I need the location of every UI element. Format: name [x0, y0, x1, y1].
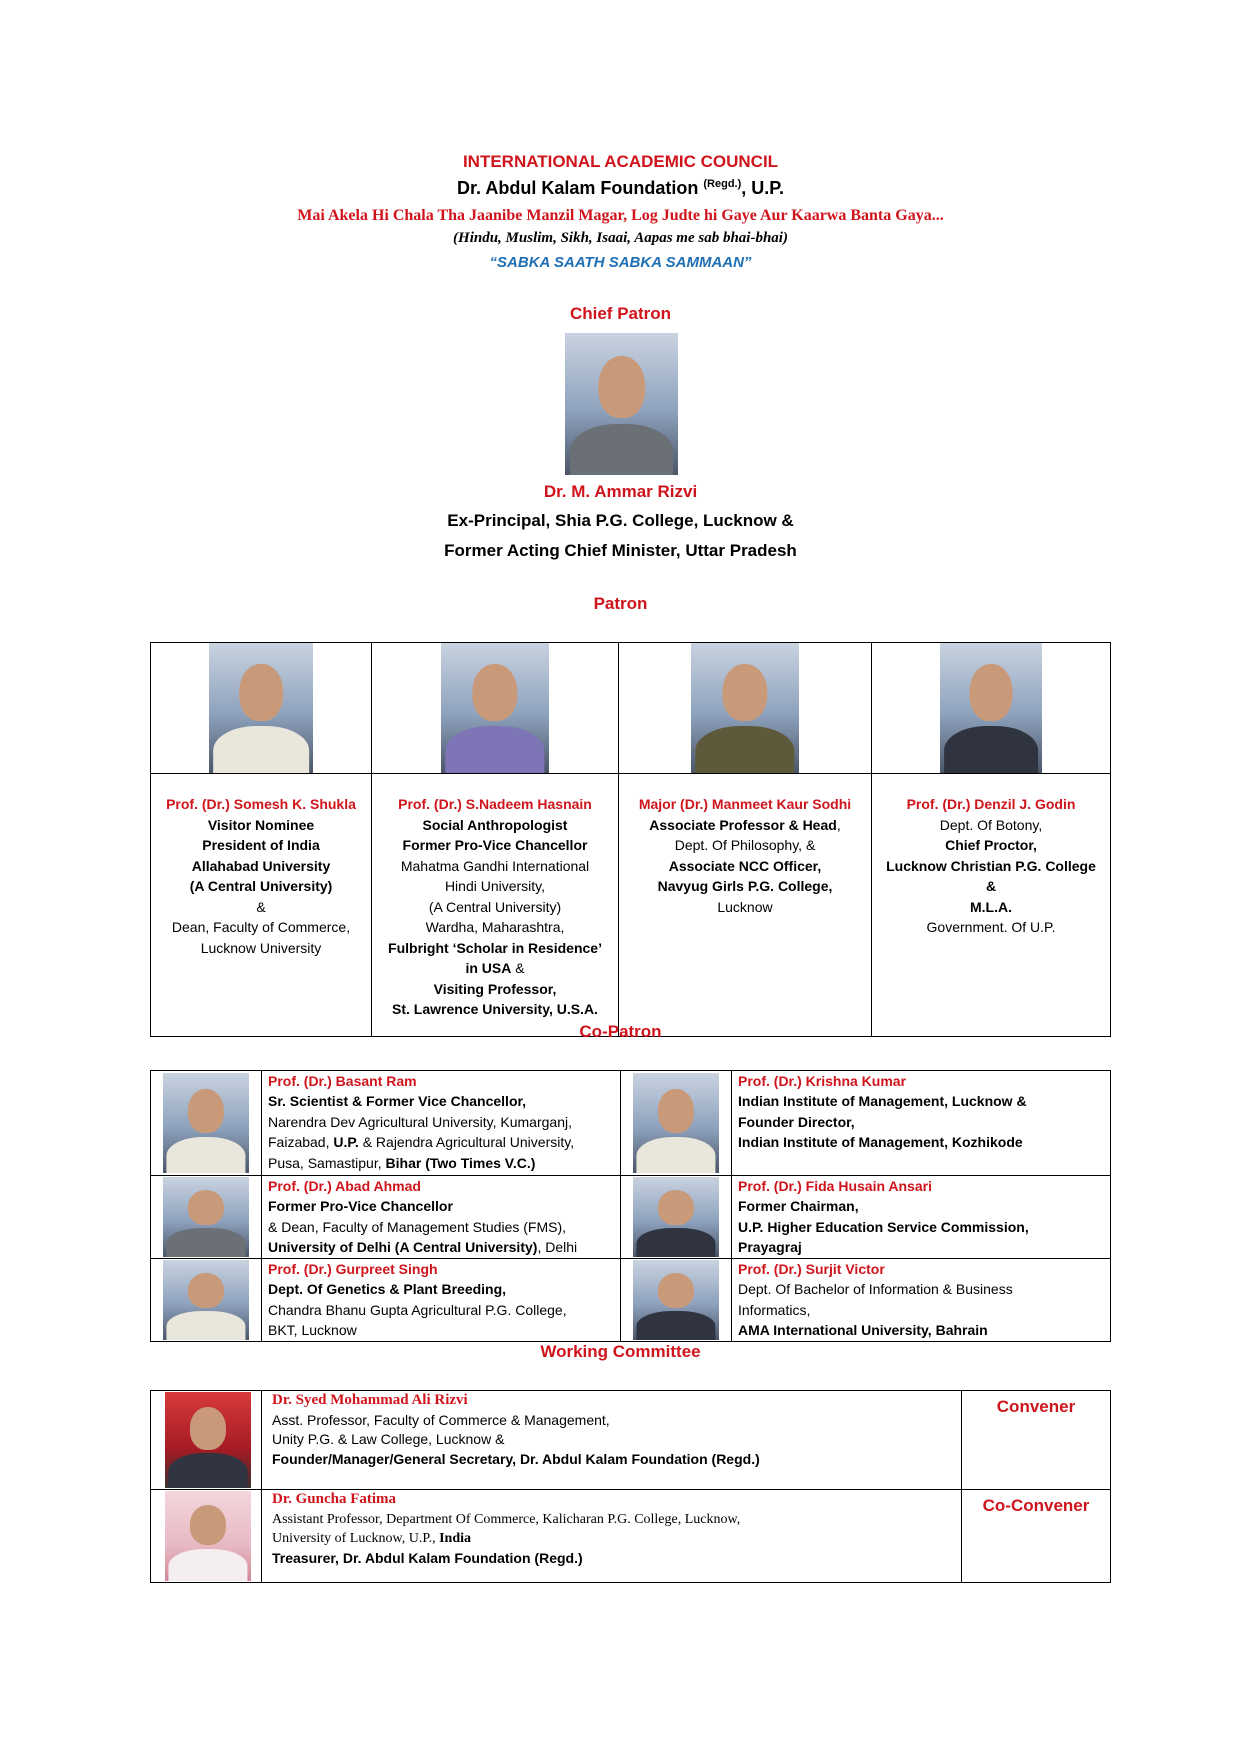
unity-subtitle: (Hindu, Muslim, Sikh, Isaai, Aapas me sab bhai-bhai): [453, 230, 788, 246]
patron-line: St. Lawrence University, U.S.A.: [392, 1001, 598, 1017]
chief-patron-heading: Chief Patron: [569, 304, 672, 323]
patron-details-1: [151, 774, 372, 1037]
co-patron-line: AMA International University, Bahrain: [738, 1322, 988, 1339]
wc-line-bold: India: [439, 1531, 471, 1546]
patron-heading: Patron: [593, 594, 648, 613]
wc-photo-cell: [151, 1391, 262, 1490]
patron-line: &: [256, 898, 266, 915]
co-patron-photo-cell: [151, 1071, 262, 1176]
patron-line-bold: Associate Professor & Head: [649, 816, 837, 833]
patron-table: [150, 642, 1111, 1037]
co-patron-line-text: Pusa, Samastipur,: [268, 1154, 386, 1171]
patron-line: [372, 958, 618, 979]
patron-photo-cell: [872, 643, 1111, 774]
motto: Mai Akela Hi Chala Tha Jaanibe Manzil Magar, Log Judte hi Gaye Aur Kaarwa Banta Gaya...: [297, 207, 944, 224]
patron-line: Chief Proctor,: [945, 837, 1037, 853]
wc-line: Assistant Professor, Department Of Commerce, Kalicharan P.G. College, Lucknow,: [272, 1511, 741, 1527]
co-patron-photo-4: [633, 1177, 719, 1257]
patron-line: Visiting Professor,: [433, 980, 557, 997]
foundation-location: , U.P.: [741, 178, 784, 198]
co-patron-name: Prof. (Dr.) Krishna Kumar: [738, 1073, 907, 1089]
co-patron-line: [268, 1132, 620, 1152]
patron-line: Lucknow University: [200, 939, 322, 956]
patron-line: (A Central University): [428, 898, 562, 915]
patron-line: (A Central University): [189, 878, 333, 894]
co-patron-photo-cell: [621, 1176, 732, 1259]
patron-line-tail: ,: [836, 816, 841, 833]
co-patron-line: Chandra Bhanu Gupta Agricultural P.G. College,: [268, 1301, 567, 1318]
co-patron-name: Prof. (Dr.) Fida Husain Ansari: [738, 1178, 932, 1194]
patron-line: President of India: [202, 837, 320, 853]
co-patron-details-4: [732, 1176, 1111, 1259]
wc-role-convener: Convener: [962, 1391, 1111, 1490]
co-patron-details-5: [262, 1259, 621, 1342]
patron-photo-cell: [619, 643, 872, 774]
working-committee-heading: Working Committee: [540, 1342, 701, 1361]
co-patron-line: [268, 1153, 620, 1173]
co-patron-table: [150, 1070, 1111, 1342]
co-patron-details-1: [262, 1071, 621, 1176]
chief-patron-photo: [565, 333, 678, 475]
co-patron-line: Dept. Of Bachelor of Information & Business: [738, 1281, 1013, 1298]
wc-member-name: Dr. Guncha Fatima: [272, 1491, 397, 1507]
patron-line: Dept. Of Philosophy, &: [674, 837, 816, 853]
chief-patron-line-1: Ex-Principal, Shia P.G. College, Lucknow &: [447, 511, 794, 530]
patron-line: Social Anthropologist: [422, 816, 568, 833]
co-patron-line-bold: Bihar (Two Times V.C.): [385, 1154, 536, 1171]
co-patron-line: Sr. Scientist & Former Vice Chancellor,: [268, 1093, 527, 1110]
co-patron-photo-1: [163, 1073, 249, 1173]
co-patron-name: Prof. (Dr.) Surjit Victor: [738, 1261, 885, 1277]
patron-line: Wardha, Maharashtra,: [425, 919, 565, 935]
wc-line: Founder/Manager/General Secretary, Dr. Abdul Kalam Foundation (Regd.): [272, 1450, 760, 1467]
co-patron-photo-cell: [151, 1176, 262, 1259]
patron-name: Prof. (Dr.) Denzil J. Godin: [906, 796, 1076, 812]
co-patron-line: Indian Institute of Management, Lucknow &: [738, 1093, 1027, 1110]
co-patron-photo-5: [163, 1260, 249, 1340]
co-patron-heading: Co-Patron: [579, 1022, 662, 1041]
slogan: “SABKA SAATH SABKA SAMMAAN”: [489, 254, 752, 271]
co-patron-line: U.P. Higher Education Service Commission,: [738, 1218, 1029, 1235]
co-patron-line: Indian Institute of Management, Kozhikode: [738, 1134, 1023, 1151]
co-patron-line-bold: U.P.: [333, 1134, 359, 1151]
co-patron-line: & Dean, Faculty of Management Studies (FMS),: [268, 1218, 567, 1235]
wc-details-2: [262, 1490, 962, 1583]
patron-line: Dean, Faculty of Commerce,: [171, 919, 351, 935]
wc-line-text: University of Lucknow, U.P.,: [272, 1531, 440, 1546]
patron-photo-3: [691, 643, 799, 773]
patron-line: Mahatma Gandhi International: [400, 857, 590, 874]
co-patron-line: Dept. Of Genetics & Plant Breeding,: [268, 1281, 507, 1298]
co-patron-line: Prayagraj: [738, 1239, 802, 1256]
patron-line-tail: &: [511, 960, 525, 976]
co-patron-details-2: [732, 1071, 1111, 1176]
patron-line: Hindi University,: [444, 878, 546, 894]
patron-line: Dept. Of Botony,: [939, 816, 1043, 833]
co-patron-photo-3: [163, 1177, 249, 1257]
patron-line: Allahabad University: [191, 857, 331, 874]
co-patron-name: Prof. (Dr.) Abad Ahmad: [268, 1178, 421, 1194]
wc-photo-2: [165, 1491, 251, 1581]
patron-line: Former Pro-Vice Chancellor: [402, 837, 588, 853]
co-patron-line: BKT, Lucknow: [268, 1322, 357, 1339]
wc-line: Unity P.G. & Law College, Lucknow &: [272, 1431, 505, 1447]
patron-line: Fulbright ‘Scholar in Residence’: [388, 939, 602, 956]
patron-photo-2: [441, 643, 549, 773]
co-patron-name: Prof. (Dr.) Gurpreet Singh: [268, 1261, 438, 1277]
co-patron-line-text: Faizabad,: [268, 1134, 334, 1151]
co-patron-line: Informatics,: [738, 1301, 811, 1318]
patron-photo-4: [940, 643, 1042, 773]
co-patron-details-3: [262, 1176, 621, 1259]
wc-details-1: [262, 1391, 962, 1490]
co-patron-name: Prof. (Dr.) Basant Ram: [268, 1073, 417, 1089]
patron-line: Associate NCC Officer,: [668, 857, 822, 874]
co-patron-line-tail: , Delhi: [537, 1239, 578, 1256]
wc-line: Treasurer, Dr. Abdul Kalam Foundation (Regd.): [272, 1549, 583, 1566]
patron-name: Prof. (Dr.) Somesh K. Shukla: [166, 796, 356, 812]
foundation-name: [0, 178, 1241, 199]
patron-name: Major (Dr.) Manmeet Kaur Sodhi: [638, 796, 852, 812]
chief-patron-name: Dr. M. Ammar Rizvi: [543, 482, 698, 501]
patron-name: Prof. (Dr.) S.Nadeem Hasnain: [398, 796, 592, 812]
co-patron-photo-6: [633, 1260, 719, 1340]
patron-line: Lucknow Christian P.G. College: [886, 857, 1096, 874]
patron-line-bold: in USA: [465, 960, 512, 976]
chief-patron-line-2: Former Acting Chief Minister, Uttar Pradesh: [444, 541, 797, 560]
co-patron-line: Founder Director,: [738, 1113, 855, 1130]
patron-line: &: [985, 878, 997, 894]
patron-photo-cell: [372, 643, 619, 774]
patron-photo-cell: [151, 643, 372, 774]
patron-details-4: [872, 774, 1111, 1037]
wc-member-name: Dr. Syed Mohammad Ali Rizvi: [272, 1392, 468, 1408]
co-patron-photo-cell: [151, 1259, 262, 1342]
patron-line: M.L.A.: [970, 898, 1012, 915]
co-patron-photo-cell: [621, 1071, 732, 1176]
co-patron-details-6: [732, 1259, 1111, 1342]
council-title: INTERNATIONAL ACADEMIC COUNCIL: [462, 152, 779, 171]
patron-photo-1: [209, 643, 313, 773]
patron-line: Visitor Nominee: [207, 816, 315, 833]
co-patron-line: [268, 1237, 620, 1257]
co-patron-photo-2: [633, 1073, 719, 1173]
patron-line: Navyug Girls P.G. College,: [657, 878, 833, 894]
regd-mark: (Regd.): [703, 178, 742, 190]
wc-line: Asst. Professor, Faculty of Commerce & Management,: [272, 1411, 610, 1428]
patron-details-2: [372, 774, 619, 1037]
co-patron-line-tail: & Rajendra Agricultural University,: [358, 1134, 575, 1151]
co-patron-photo-cell: [621, 1259, 732, 1342]
wc-photo-1: [165, 1392, 251, 1488]
co-patron-line: Narendra Dev Agricultural University, Kumarganj,: [268, 1113, 572, 1130]
working-committee-table: [150, 1390, 1111, 1583]
wc-role-co-convener: Co-Convener: [962, 1490, 1111, 1583]
patron-line: [619, 815, 871, 836]
wc-line: [272, 1529, 961, 1549]
co-patron-line-bold: University of Delhi (A Central University): [268, 1239, 538, 1256]
patron-line: Government. Of U.P.: [926, 919, 1056, 935]
co-patron-line: Former Chairman,: [738, 1198, 859, 1215]
foundation-name-text: Dr. Abdul Kalam Foundation: [457, 178, 699, 198]
patron-line: Lucknow: [717, 898, 773, 915]
wc-photo-cell: [151, 1490, 262, 1583]
co-patron-line: Former Pro-Vice Chancellor: [268, 1198, 453, 1215]
patron-details-3: [619, 774, 872, 1037]
